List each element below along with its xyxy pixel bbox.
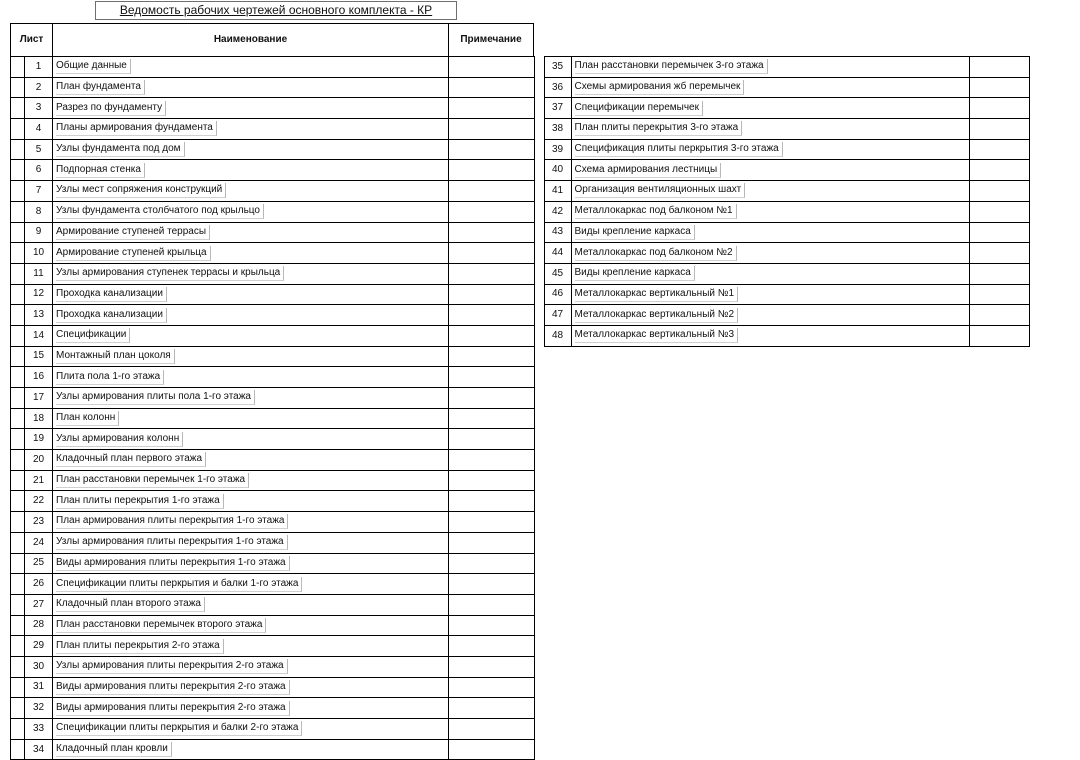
sheet-number: 45 <box>544 263 571 284</box>
table-row <box>533 201 1029 222</box>
sheet-number: 22 <box>25 491 53 512</box>
sheet-name: План расстановки перемычек 3-го этажа <box>575 59 768 74</box>
row-spacer <box>533 201 544 222</box>
sheet-number: 48 <box>544 325 571 346</box>
row-spacer <box>533 181 544 202</box>
row-spacer <box>11 615 25 636</box>
sheet-name: Спецификации плиты перкрытия и балки 1-го этажа <box>56 577 302 592</box>
table-row <box>11 615 535 636</box>
sheet-number: 25 <box>25 553 53 574</box>
row-spacer <box>533 325 544 346</box>
row-spacer <box>11 325 25 346</box>
row-spacer <box>11 574 25 595</box>
sheet-name: Виды крепление каркаса <box>575 266 695 281</box>
sheet-note <box>449 698 535 719</box>
sheet-name-cell <box>53 615 449 636</box>
sheet-name-cell <box>53 470 449 491</box>
sheet-name: Планы армирования фундамента <box>56 121 217 136</box>
sheet-name: Плита пола 1-го этажа <box>56 370 164 385</box>
table-row <box>11 243 535 264</box>
sheet-number: 21 <box>25 470 53 491</box>
sheet-note <box>449 739 535 760</box>
table-row <box>11 491 535 512</box>
sheet-name-cell <box>53 346 449 367</box>
sheet-name: Кладочный план первого этажа <box>56 452 206 467</box>
table-row <box>533 57 1029 78</box>
sheet-name: Узлы фундамента столбчатого под крыльцо <box>56 204 264 219</box>
row-spacer <box>11 450 25 471</box>
row-spacer <box>11 181 25 202</box>
table-row <box>11 553 535 574</box>
sheet-note <box>449 243 535 264</box>
sheet-name: Схемы армирования жб перемычек <box>575 80 745 95</box>
row-spacer <box>11 139 25 160</box>
table-row <box>11 698 535 719</box>
table-row <box>11 739 535 760</box>
sheet-name: Узлы мест сопряжения конструкций <box>56 183 226 198</box>
table-row <box>11 594 535 615</box>
sheet-number: 12 <box>25 284 53 305</box>
sheet-note <box>449 429 535 450</box>
sheet-name-cell <box>53 222 449 243</box>
sheet-note <box>449 284 535 305</box>
sheet-note <box>449 57 535 78</box>
sheet-note <box>969 77 1029 98</box>
sheet-note <box>969 181 1029 202</box>
sheet-number: 2 <box>25 77 53 98</box>
sheet-number: 24 <box>25 532 53 553</box>
sheet-name: План расстановки перемычек 1-го этажа <box>56 473 249 488</box>
sheet-name-cell <box>53 739 449 760</box>
table-row <box>533 181 1029 202</box>
sheet-name: Схема армирования лестницы <box>575 163 722 178</box>
sheet-name: Узлы армирования ступенек террасы и крыльца <box>56 266 284 281</box>
sheet-name-cell <box>53 698 449 719</box>
sheet-number: 11 <box>25 263 53 284</box>
row-spacer <box>11 512 25 533</box>
row-spacer <box>533 139 544 160</box>
sheet-note <box>449 594 535 615</box>
sheet-note <box>449 367 535 388</box>
row-spacer <box>11 305 25 326</box>
sheet-number: 9 <box>25 222 53 243</box>
sheet-note <box>449 615 535 636</box>
sheet-name-cell <box>53 201 449 222</box>
row-spacer <box>11 160 25 181</box>
sheet-number: 47 <box>544 305 571 326</box>
table-row <box>11 470 535 491</box>
sheet-number: 17 <box>25 388 53 409</box>
table-row <box>533 77 1029 98</box>
row-spacer <box>533 98 544 119</box>
sheet-name: Спецификации <box>56 328 130 343</box>
table-row <box>11 284 535 305</box>
sheet-name: План плиты перекрытия 1-го этажа <box>56 494 224 509</box>
row-spacer <box>533 263 544 284</box>
row-spacer <box>11 470 25 491</box>
table-row <box>11 77 535 98</box>
sheet-name-cell <box>571 119 969 140</box>
sheet-name-cell <box>53 77 449 98</box>
sheet-name: Узлы фундамента под дом <box>56 142 185 157</box>
row-spacer <box>533 222 544 243</box>
sheet-note <box>449 408 535 429</box>
sheet-number: 3 <box>25 98 53 119</box>
sheet-number: 43 <box>544 222 571 243</box>
row-spacer <box>11 222 25 243</box>
sheet-name-cell <box>571 201 969 222</box>
sheet-name: Спецификация плиты перкрытия 3-го этажа <box>575 142 783 157</box>
sheet-name-cell <box>571 222 969 243</box>
row-spacer <box>11 201 25 222</box>
sheet-number: 37 <box>544 98 571 119</box>
table-row <box>533 222 1029 243</box>
sheet-note <box>449 491 535 512</box>
sheet-name: Разрез по фундаменту <box>56 101 166 116</box>
sheet-note <box>449 346 535 367</box>
row-spacer <box>11 77 25 98</box>
sheet-name-cell <box>53 139 449 160</box>
table-row <box>11 263 535 284</box>
sheet-number: 34 <box>25 739 53 760</box>
table-row <box>11 719 535 740</box>
sheet-number: 29 <box>25 636 53 657</box>
table-row <box>11 532 535 553</box>
sheet-number: 41 <box>544 181 571 202</box>
sheet-name: Узлы армирования плиты пола 1-го этажа <box>56 390 255 405</box>
sheet-note <box>449 719 535 740</box>
sheet-name-cell <box>53 119 449 140</box>
sheet-name-cell <box>53 450 449 471</box>
row-spacer <box>533 77 544 98</box>
sheet-name-cell <box>53 243 449 264</box>
table-row <box>533 98 1029 119</box>
sheet-name-cell <box>53 677 449 698</box>
sheet-name: Виды армирования плиты перекрытия 2-го этажа <box>56 680 290 695</box>
row-spacer <box>11 263 25 284</box>
row-spacer <box>11 243 25 264</box>
table-row <box>533 139 1029 160</box>
sheet-name-cell <box>53 181 449 202</box>
sheet-name-cell <box>571 284 969 305</box>
row-spacer <box>11 636 25 657</box>
table-row <box>11 636 535 657</box>
sheet-name: Подпорная стенка <box>56 163 145 178</box>
sheet-name: Проходка канализации <box>56 308 167 323</box>
row-spacer <box>11 739 25 760</box>
sheet-name-cell <box>53 325 449 346</box>
sheet-number: 16 <box>25 367 53 388</box>
sheet-note <box>449 512 535 533</box>
row-spacer <box>11 388 25 409</box>
row-spacer <box>533 243 544 264</box>
sheet-name-cell <box>53 408 449 429</box>
sheet-name: Металлокаркас вертикальный №1 <box>575 287 739 302</box>
sheet-number: 10 <box>25 243 53 264</box>
sheet-name: Монтажный план цоколя <box>56 349 175 364</box>
row-spacer <box>11 57 25 78</box>
sheet-number: 13 <box>25 305 53 326</box>
sheet-note <box>449 98 535 119</box>
sheet-name-cell <box>571 305 969 326</box>
sheet-name-cell <box>571 243 969 264</box>
sheet-note <box>449 574 535 595</box>
sheet-number: 46 <box>544 284 571 305</box>
sheet-note <box>449 139 535 160</box>
table-row <box>11 98 535 119</box>
sheet-name-cell <box>53 367 449 388</box>
sheet-note <box>449 656 535 677</box>
sheet-list-left <box>10 56 535 760</box>
sheet-title: Ведомость рабочих чертежей основного комплекта - КР <box>95 1 457 20</box>
sheet-number: 15 <box>25 346 53 367</box>
row-spacer <box>11 119 25 140</box>
table-row <box>11 222 535 243</box>
sheet-note <box>969 57 1029 78</box>
table-row <box>11 656 535 677</box>
table-row <box>533 305 1029 326</box>
sheet-number: 7 <box>25 181 53 202</box>
sheet-number: 40 <box>544 160 571 181</box>
sheet-name-cell <box>571 263 969 284</box>
row-spacer <box>11 367 25 388</box>
table-row <box>533 243 1029 264</box>
row-spacer <box>11 346 25 367</box>
sheet-number: 38 <box>544 119 571 140</box>
sheet-name-cell <box>53 491 449 512</box>
row-spacer <box>11 656 25 677</box>
sheet-name-cell <box>53 57 449 78</box>
sheet-name-cell <box>53 636 449 657</box>
sheet-name: Спецификации перемычек <box>575 101 703 116</box>
header-sheet: Лист <box>10 23 53 57</box>
sheet-number: 4 <box>25 119 53 140</box>
sheet-number: 42 <box>544 201 571 222</box>
table-row <box>11 677 535 698</box>
row-spacer <box>11 719 25 740</box>
sheet-name: План плиты перекрытия 3-го этажа <box>575 121 743 136</box>
row-spacer <box>11 594 25 615</box>
sheet-number: 6 <box>25 160 53 181</box>
table-row <box>11 119 535 140</box>
row-spacer <box>11 553 25 574</box>
sheet-note <box>969 139 1029 160</box>
sheet-note <box>449 305 535 326</box>
sheet-name-cell <box>53 98 449 119</box>
sheet-note <box>449 181 535 202</box>
sheet-number: 23 <box>25 512 53 533</box>
sheet-note <box>969 201 1029 222</box>
sheet-number: 31 <box>25 677 53 698</box>
table-row <box>533 284 1029 305</box>
sheet-name: Узлы армирования колонн <box>56 432 183 447</box>
table-row <box>11 325 535 346</box>
sheet-name: Виды крепление каркаса <box>575 225 695 240</box>
sheet-note <box>449 325 535 346</box>
sheet-name-cell <box>571 98 969 119</box>
table-row <box>11 429 535 450</box>
sheet-name-cell <box>571 77 969 98</box>
sheet-name-cell <box>53 284 449 305</box>
sheet-name: План расстановки перемычек второго этажа <box>56 618 266 633</box>
row-spacer <box>11 491 25 512</box>
sheet-note <box>449 119 535 140</box>
sheet-name: Проходка канализации <box>56 287 167 302</box>
sheet-name: Металлокаркас вертикальный №2 <box>575 308 739 323</box>
sheet-number: 1 <box>25 57 53 78</box>
sheet-note <box>969 243 1029 264</box>
sheet-name: Общие данные <box>56 59 131 74</box>
sheet-name-cell <box>53 388 449 409</box>
sheet-name: Кладочный план кровли <box>56 742 172 757</box>
sheet-note <box>449 201 535 222</box>
sheet-note <box>969 263 1029 284</box>
sheet-name: Виды армирования плиты перекрытия 1-го этажа <box>56 556 290 571</box>
table-row <box>11 139 535 160</box>
sheet-name: Спецификации плиты перкрытия и балки 2-го этажа <box>56 721 302 736</box>
sheet-note <box>449 77 535 98</box>
sheet-note <box>449 388 535 409</box>
sheet-list-right <box>533 56 1030 347</box>
sheet-name: Узлы армирования плиты перекрытия 2-го этажа <box>56 659 288 674</box>
sheet-name: План армирования плиты перекрытия 1-го этажа <box>56 514 288 529</box>
table-row <box>533 160 1029 181</box>
row-spacer <box>11 284 25 305</box>
table-row <box>11 181 535 202</box>
sheet-note <box>449 553 535 574</box>
header-note: Примечание <box>448 23 534 57</box>
sheet-name-cell <box>53 429 449 450</box>
sheet-name-cell <box>53 160 449 181</box>
row-spacer <box>11 532 25 553</box>
sheet-number: 26 <box>25 574 53 595</box>
sheet-number: 28 <box>25 615 53 636</box>
sheet-note <box>969 119 1029 140</box>
sheet-number: 18 <box>25 408 53 429</box>
sheet-name: План колонн <box>56 411 119 426</box>
table-row <box>11 388 535 409</box>
sheet-note <box>969 325 1029 346</box>
sheet-number: 19 <box>25 429 53 450</box>
sheet-name: Виды армирования плиты перекрытия 2-го этажа <box>56 701 290 716</box>
table-row <box>11 160 535 181</box>
sheet-note <box>449 160 535 181</box>
sheet-name-cell <box>53 532 449 553</box>
sheet-note <box>449 636 535 657</box>
sheet-name: Узлы армирования плиты перекрытия 1-го этажа <box>56 535 288 550</box>
sheet-name: План фундамента <box>56 80 145 95</box>
table-row <box>11 367 535 388</box>
sheet-name-cell <box>53 574 449 595</box>
sheet-note <box>449 222 535 243</box>
table-row <box>11 305 535 326</box>
sheet-name-cell <box>53 594 449 615</box>
row-spacer <box>533 160 544 181</box>
sheet-name-cell <box>571 139 969 160</box>
sheet-name-cell <box>571 57 969 78</box>
table-row <box>11 57 535 78</box>
row-spacer <box>533 57 544 78</box>
row-spacer <box>11 429 25 450</box>
sheet-note <box>969 305 1029 326</box>
table-row <box>11 346 535 367</box>
sheet-note <box>449 532 535 553</box>
sheet-number: 27 <box>25 594 53 615</box>
table-row <box>533 263 1029 284</box>
sheet-number: 20 <box>25 450 53 471</box>
sheet-name: Организация вентиляционных шахт <box>575 183 746 198</box>
row-spacer <box>11 677 25 698</box>
sheet-note <box>969 284 1029 305</box>
sheet-number: 30 <box>25 656 53 677</box>
sheet-note <box>969 160 1029 181</box>
sheet-note <box>449 470 535 491</box>
table-row <box>533 325 1029 346</box>
sheet-name-cell <box>53 263 449 284</box>
sheet-name: Армирование ступеней террасы <box>56 225 210 240</box>
sheet-note <box>449 263 535 284</box>
sheet-number: 36 <box>544 77 571 98</box>
sheet-number: 39 <box>544 139 571 160</box>
sheet-number: 44 <box>544 243 571 264</box>
row-spacer <box>533 305 544 326</box>
sheet-number: 5 <box>25 139 53 160</box>
row-spacer <box>533 119 544 140</box>
sheet-name-cell <box>571 160 969 181</box>
table-row <box>533 119 1029 140</box>
sheet-note <box>969 98 1029 119</box>
sheet-name: Армирование ступеней крыльца <box>56 246 211 261</box>
sheet-number: 8 <box>25 201 53 222</box>
table-row <box>11 512 535 533</box>
sheet-name: Металлокаркас вертикальный №3 <box>575 328 739 343</box>
row-spacer <box>533 284 544 305</box>
sheet-name-cell <box>53 553 449 574</box>
row-spacer <box>11 98 25 119</box>
row-spacer <box>11 408 25 429</box>
header-name: Наименование <box>52 23 449 57</box>
sheet-note <box>969 222 1029 243</box>
sheet-name-cell <box>571 325 969 346</box>
sheet-number: 14 <box>25 325 53 346</box>
sheet-number: 33 <box>25 719 53 740</box>
sheet-name-cell <box>53 305 449 326</box>
table-row <box>11 574 535 595</box>
table-row <box>11 408 535 429</box>
row-spacer <box>11 698 25 719</box>
sheet-name: Металлокаркас под балконом №1 <box>575 204 737 219</box>
sheet-name: Металлокаркас под балконом №2 <box>575 246 737 261</box>
sheet-note <box>449 677 535 698</box>
sheet-number: 35 <box>544 57 571 78</box>
table-row <box>11 201 535 222</box>
sheet-name: Кладочный план второго этажа <box>56 597 205 612</box>
table-row <box>11 450 535 471</box>
sheet-name-cell <box>53 719 449 740</box>
sheet-name-cell <box>571 181 969 202</box>
sheet-name-cell <box>53 512 449 533</box>
sheet-note <box>449 450 535 471</box>
sheet-name: План плиты перекрытия 2-го этажа <box>56 639 224 654</box>
sheet-name-cell <box>53 656 449 677</box>
sheet-number: 32 <box>25 698 53 719</box>
